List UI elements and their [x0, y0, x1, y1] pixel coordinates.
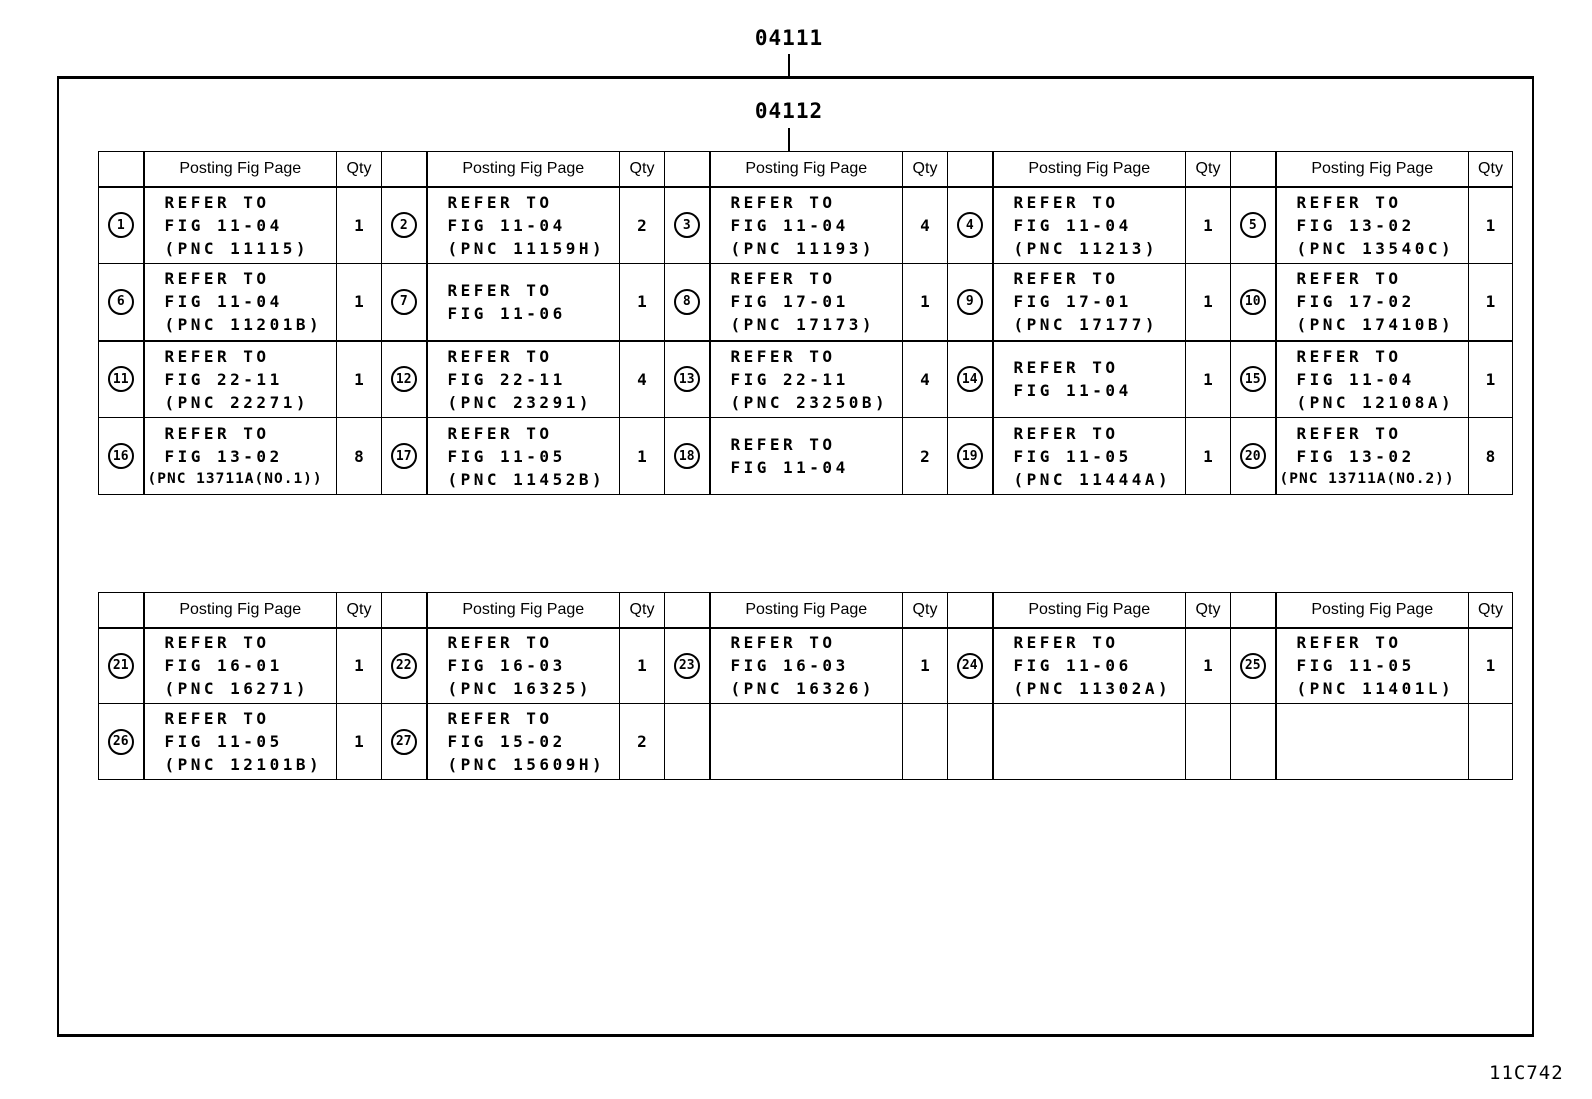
item-number-cell	[99, 704, 144, 780]
refer-to-line: REFER TO	[164, 269, 270, 289]
table-header-row	[99, 593, 1513, 628]
item-number-cell	[99, 418, 144, 495]
header-blank-cell	[1231, 593, 1276, 628]
page-code: 11C742	[1489, 1062, 1564, 1084]
posting-fig-table-2	[98, 592, 1513, 780]
pnc-line: (PNC 11302A)	[1013, 679, 1172, 699]
item-number-cell	[382, 418, 427, 495]
item-number-badge: 26	[108, 729, 134, 755]
refer-to-line: REFER TO	[447, 280, 553, 300]
fig-line: FIG 11-05	[1296, 656, 1415, 676]
fig-line: FIG 11-04	[447, 215, 566, 235]
item-number-badge: 14	[957, 366, 983, 392]
qty-cell: 1	[1469, 187, 1513, 264]
refer-to-line: REFER TO	[447, 346, 553, 366]
header-blank-cell	[948, 593, 993, 628]
table-header-row	[99, 152, 1513, 187]
fig-ref-cell	[144, 628, 337, 704]
qty-cell: 1	[337, 187, 382, 264]
item-number-badge: 5	[1240, 212, 1266, 238]
connector-line-04112	[788, 128, 790, 151]
item-number-badge: 27	[391, 729, 417, 755]
fig-ref-cell	[710, 264, 903, 341]
fig-line: FIG 11-04	[1296, 369, 1415, 389]
fig-ref-cell	[993, 264, 1186, 341]
fig-line: FIG 22-11	[730, 369, 849, 389]
item-number-badge: 17	[391, 443, 417, 469]
header-qty: Qty	[903, 593, 948, 628]
item-number-badge: 16	[108, 443, 134, 469]
fig-ref-cell	[144, 264, 337, 341]
fig-line: FIG 11-04	[730, 215, 849, 235]
qty-cell: 4	[903, 187, 948, 264]
fig-ref-cell	[1276, 418, 1469, 495]
refer-to-line: REFER TO	[447, 633, 553, 653]
pnc-line: (PNC 12101B)	[164, 755, 323, 774]
empty-cell	[903, 704, 948, 780]
item-number-badge: 22	[391, 653, 417, 679]
item-number-cell	[665, 418, 710, 495]
posting-fig-table-1	[98, 151, 1513, 495]
header-qty: Qty	[337, 152, 382, 187]
fig-ref-cell	[427, 341, 620, 418]
item-number-cell	[99, 187, 144, 264]
item-number-badge: 18	[674, 443, 700, 469]
fig-line: FIG 13-02	[1296, 215, 1415, 235]
item-number-cell	[382, 264, 427, 341]
fig-ref-cell	[993, 418, 1186, 495]
fig-ref-cell	[1276, 264, 1469, 341]
item-number-badge: 11	[108, 366, 134, 392]
empty-cell	[665, 704, 710, 780]
fig-line: FIG 15-02	[447, 732, 566, 751]
fig-ref-cell	[710, 341, 903, 418]
header-posting-fig-page: Posting Fig Page	[144, 152, 337, 187]
refer-to-line: REFER TO	[1013, 269, 1119, 289]
refer-to-line: REFER TO	[730, 269, 836, 289]
item-number-cell	[948, 418, 993, 495]
pnc-line: (PNC 16271)	[164, 679, 309, 699]
pnc-line: (PNC 11159H)	[447, 238, 606, 258]
refer-to-line: REFER TO	[164, 633, 270, 653]
qty-cell: 1	[1186, 628, 1231, 704]
empty-cell	[1186, 704, 1231, 780]
fig-line: FIG 11-05	[164, 732, 283, 751]
item-number-cell	[99, 628, 144, 704]
item-number-cell	[1231, 341, 1276, 418]
empty-cell	[1231, 704, 1276, 780]
fig-ref-cell	[144, 418, 337, 495]
refer-to-line: REFER TO	[1296, 633, 1402, 653]
qty-cell: 1	[1186, 418, 1231, 495]
header-qty: Qty	[337, 593, 382, 628]
pnc-line: (PNC 22271)	[164, 392, 309, 412]
header-qty: Qty	[903, 152, 948, 187]
header-blank-cell	[99, 593, 144, 628]
item-number-cell	[948, 628, 993, 704]
qty-cell: 1	[1186, 264, 1231, 341]
fig-line: FIG 11-06	[1013, 656, 1132, 676]
pnc-line: (PNC 13711A(NO.2))	[1279, 470, 1455, 487]
fig-line: FIG 16-03	[730, 656, 849, 676]
fig-ref-cell	[1276, 341, 1469, 418]
qty-cell: 4	[620, 341, 665, 418]
refer-to-line: REFER TO	[1013, 423, 1119, 443]
qty-cell: 1	[903, 264, 948, 341]
pnc-line: (PNC 17173)	[730, 315, 875, 335]
fig-line: FIG 17-01	[730, 292, 849, 312]
fig-line: FIG 16-03	[447, 656, 566, 676]
qty-cell: 1	[903, 628, 948, 704]
header-posting-fig-page: Posting Fig Page	[993, 593, 1186, 628]
qty-cell: 1	[1469, 628, 1513, 704]
pnc-line: (PNC 17177)	[1013, 315, 1158, 335]
item-number-cell	[382, 341, 427, 418]
fig-ref-cell	[144, 704, 337, 780]
fig-ref-cell	[710, 187, 903, 264]
qty-cell: 8	[1469, 418, 1513, 495]
header-blank-cell	[1231, 152, 1276, 187]
item-number-badge: 24	[957, 653, 983, 679]
item-number-badge: 21	[108, 653, 134, 679]
item-number-cell	[665, 628, 710, 704]
refer-to-line: REFER TO	[730, 435, 836, 454]
fig-ref-cell	[427, 418, 620, 495]
header-posting-fig-page: Posting Fig Page	[427, 593, 620, 628]
header-qty: Qty	[1469, 593, 1513, 628]
pnc-line: (PNC 11444A)	[1013, 469, 1172, 489]
item-number-badge: 10	[1240, 289, 1266, 315]
item-number-badge: 7	[391, 289, 417, 315]
item-number-cell	[665, 187, 710, 264]
table-row	[99, 264, 1513, 341]
fig-ref-cell	[427, 187, 620, 264]
header-blank-cell	[382, 152, 427, 187]
item-number-cell	[99, 264, 144, 341]
fig-line: FIG 11-05	[1013, 446, 1132, 466]
item-number-badge: 23	[674, 653, 700, 679]
header-qty: Qty	[620, 593, 665, 628]
refer-to-line: REFER TO	[730, 192, 836, 212]
pnc-line: (PNC 16326)	[730, 679, 875, 699]
qty-cell: 4	[903, 341, 948, 418]
item-number-badge: 19	[957, 443, 983, 469]
header-posting-fig-page: Posting Fig Page	[427, 152, 620, 187]
item-number-cell	[1231, 264, 1276, 341]
fig-ref-cell	[427, 628, 620, 704]
item-number-badge: 4	[957, 212, 983, 238]
qty-cell: 1	[1186, 187, 1231, 264]
item-number-badge: 15	[1240, 366, 1266, 392]
fig-line: FIG 16-01	[164, 656, 283, 676]
pnc-line: (PNC 23291)	[447, 392, 592, 412]
header-posting-fig-page: Posting Fig Page	[144, 593, 337, 628]
pnc-line: (PNC 11115)	[164, 238, 309, 258]
item-number-cell	[948, 187, 993, 264]
fig-line: FIG 11-04	[730, 458, 849, 477]
item-number-cell	[382, 704, 427, 780]
refer-to-line: REFER TO	[164, 423, 270, 443]
fig-line: FIG 11-06	[447, 303, 566, 323]
qty-cell: 1	[337, 264, 382, 341]
header-qty: Qty	[1469, 152, 1513, 187]
qty-cell: 1	[337, 341, 382, 418]
item-number-cell	[99, 341, 144, 418]
item-number-badge: 6	[108, 289, 134, 315]
item-number-cell	[1231, 418, 1276, 495]
empty-cell	[1276, 704, 1469, 780]
item-number-cell	[382, 187, 427, 264]
refer-to-line: REFER TO	[1013, 633, 1119, 653]
connector-line-04111	[788, 54, 790, 76]
refer-to-line: REFER TO	[1296, 192, 1402, 212]
fig-line: FIG 11-04	[1013, 215, 1132, 235]
header-blank-cell	[665, 593, 710, 628]
item-number-cell	[382, 628, 427, 704]
item-number-badge: 3	[674, 212, 700, 238]
empty-cell	[710, 704, 903, 780]
header-blank-cell	[665, 152, 710, 187]
item-number-cell	[665, 341, 710, 418]
qty-cell: 1	[337, 704, 382, 780]
fig-line: FIG 13-02	[1296, 446, 1415, 466]
header-posting-fig-page: Posting Fig Page	[710, 593, 903, 628]
header-blank-cell	[382, 593, 427, 628]
fig-line: FIG 11-04	[164, 292, 283, 312]
refer-to-line: REFER TO	[447, 709, 553, 728]
fig-line: FIG 17-01	[1013, 292, 1132, 312]
refer-to-line: REFER TO	[447, 192, 553, 212]
fig-line: FIG 13-02	[164, 446, 283, 466]
item-number-cell	[1231, 187, 1276, 264]
fig-ref-cell	[427, 704, 620, 780]
item-number-cell	[1231, 628, 1276, 704]
item-number-cell	[665, 264, 710, 341]
table-row	[99, 628, 1513, 704]
pnc-line: (PNC 13711A(NO.1))	[147, 470, 323, 487]
header-posting-fig-page: Posting Fig Page	[710, 152, 903, 187]
table-row	[99, 418, 1513, 495]
fig-ref-cell	[993, 341, 1186, 418]
header-posting-fig-page: Posting Fig Page	[993, 152, 1186, 187]
qty-cell: 8	[337, 418, 382, 495]
qty-cell: 2	[620, 704, 665, 780]
qty-cell: 2	[903, 418, 948, 495]
item-number-badge: 8	[674, 289, 700, 315]
item-number-badge: 9	[957, 289, 983, 315]
qty-cell: 1	[620, 264, 665, 341]
table-row	[99, 704, 1513, 780]
qty-cell: 1	[1186, 341, 1231, 418]
qty-cell: 1	[1469, 341, 1513, 418]
pnc-line: (PNC 11452B)	[447, 469, 606, 489]
fig-ref-cell	[1276, 187, 1469, 264]
header-qty: Qty	[620, 152, 665, 187]
table-row	[99, 187, 1513, 264]
pnc-line: (PNC 11401L)	[1296, 679, 1455, 699]
pnc-line: (PNC 17410B)	[1296, 315, 1455, 335]
refer-to-line: REFER TO	[1013, 192, 1119, 212]
empty-cell	[1469, 704, 1513, 780]
refer-to-line: REFER TO	[164, 346, 270, 366]
pnc-line: (PNC 12108A)	[1296, 392, 1455, 412]
pnc-line: (PNC 15609H)	[447, 755, 606, 774]
refer-to-line: REFER TO	[730, 633, 836, 653]
item-number-cell	[948, 264, 993, 341]
pnc-line: (PNC 11213)	[1013, 238, 1158, 258]
refer-to-line: REFER TO	[1296, 269, 1402, 289]
fig-line: FIG 11-04	[1013, 381, 1132, 401]
fig-line: FIG 11-04	[164, 215, 283, 235]
pnc-line: (PNC 13540C)	[1296, 238, 1455, 258]
fig-ref-cell	[710, 628, 903, 704]
fig-ref-cell	[993, 628, 1186, 704]
refer-to-line: REFER TO	[1296, 423, 1402, 443]
item-number-badge: 2	[391, 212, 417, 238]
header-blank-cell	[948, 152, 993, 187]
refer-to-line: REFER TO	[1296, 346, 1402, 366]
empty-cell	[948, 704, 993, 780]
refer-to-line: REFER TO	[164, 709, 270, 728]
item-number-badge: 20	[1240, 443, 1266, 469]
item-number-cell	[948, 341, 993, 418]
header-posting-fig-page: Posting Fig Page	[1276, 593, 1469, 628]
pnc-line: (PNC 11193)	[730, 238, 875, 258]
header-blank-cell	[99, 152, 144, 187]
item-number-badge: 12	[391, 366, 417, 392]
pnc-line: (PNC 23250B)	[730, 392, 889, 412]
fig-line: FIG 11-05	[447, 446, 566, 466]
qty-cell: 1	[620, 418, 665, 495]
fig-ref-cell	[710, 418, 903, 495]
item-number-badge: 1	[108, 212, 134, 238]
header-posting-fig-page: Posting Fig Page	[1276, 152, 1469, 187]
refer-to-line: REFER TO	[447, 423, 553, 443]
refer-to-line: REFER TO	[730, 346, 836, 366]
refer-to-line: REFER TO	[1013, 358, 1119, 378]
part-number-04112-label: 04112	[754, 99, 824, 123]
fig-line: FIG 17-02	[1296, 292, 1415, 312]
fig-ref-cell	[993, 187, 1186, 264]
pnc-line: (PNC 11201B)	[164, 315, 323, 335]
qty-cell: 1	[1469, 264, 1513, 341]
header-qty: Qty	[1186, 152, 1231, 187]
empty-cell	[993, 704, 1186, 780]
pnc-line: (PNC 16325)	[447, 679, 592, 699]
fig-ref-cell	[427, 264, 620, 341]
table-row	[99, 341, 1513, 418]
fig-ref-cell	[144, 187, 337, 264]
qty-cell: 1	[337, 628, 382, 704]
item-number-badge: 25	[1240, 653, 1266, 679]
header-qty: Qty	[1186, 593, 1231, 628]
fig-ref-cell	[1276, 628, 1469, 704]
fig-line: FIG 22-11	[447, 369, 566, 389]
fig-ref-cell	[144, 341, 337, 418]
fig-line: FIG 22-11	[164, 369, 283, 389]
qty-cell: 1	[620, 628, 665, 704]
qty-cell: 2	[620, 187, 665, 264]
part-number-04111-label: 04111	[754, 26, 824, 50]
item-number-badge: 13	[674, 366, 700, 392]
refer-to-line: REFER TO	[164, 192, 270, 212]
